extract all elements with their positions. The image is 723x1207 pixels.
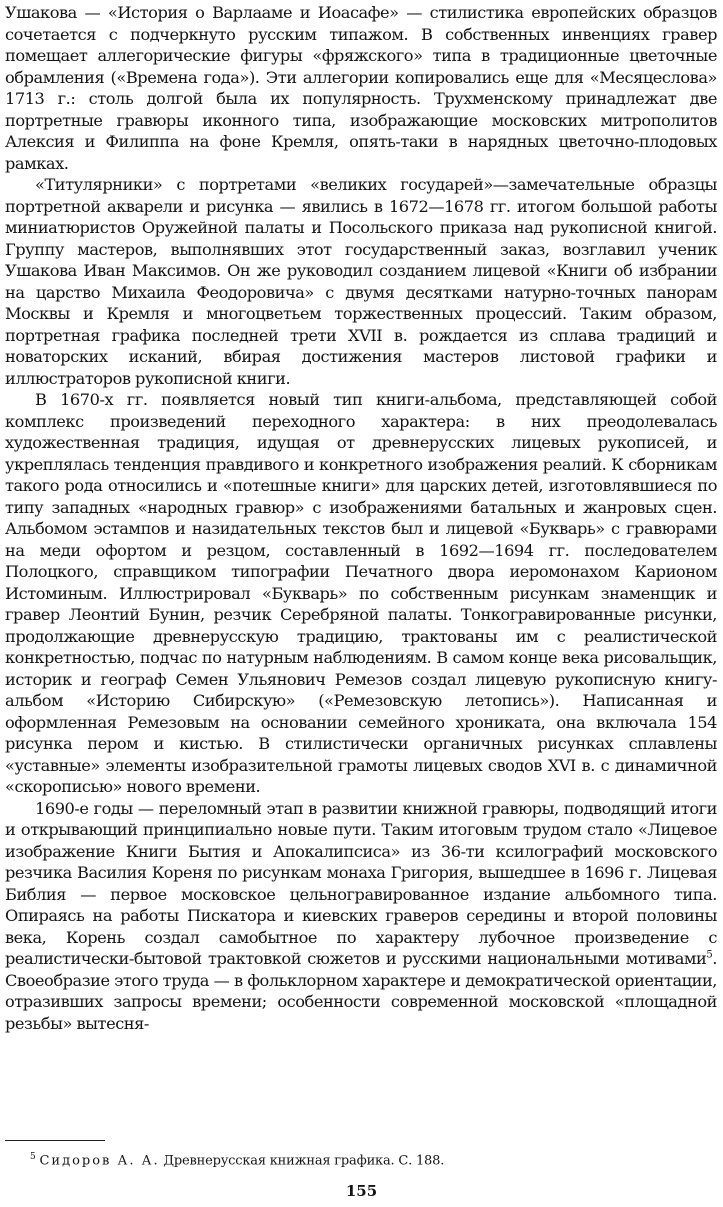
main-text	[5, 2, 717, 1034]
paragraph-4-text: 1690-е годы — переломный этап в развитии книжной гравюры, подводящий итоги и открывающий принципиально новые пути. Таким итоговым трудом стало «Лицевое изображение Книги Бытия и Апокалипсиса» из 36-ти ксилографий московского резчика Василия Кореня по рисункам монаха Григория, вышедшее в 1696 г. Лицевая Библия — первое московское цельногравированное издание альбомного типа. Опираясь на работы Пискатора и киевских граверов середины и второй половины века, Корень создал самобытное по характеру лубочное произведение с реалистически-бытовой трактовкой сюжетов и русскими национальными мотивами	[5, 798, 717, 968]
footnote-author: Сидоров А. А.	[39, 1153, 160, 1169]
footnote-number: 5	[30, 1152, 36, 1162]
page-number: 155	[345, 1182, 378, 1200]
paragraph-3: В 1670-х гг. появляется новый тип книги-альбома, представляющей собой комплекс произведений переходного характера: в них преодолевалась художественная традиция, идущая от древнерусских лицевых рукописей, и укреплялась тенденция правдивого и конкретного изображения реалий. К сборникам такого рода относились и «потешные книги» для царских детей, изготовлявшиеся по типу западных «народных гравюр» с изображениями батальных и жанровых сцен. Альбомом эстампов и назидательных текстов был и лицевой «Букварь» с гравюрами на меди офортом и резцом, составленный в 1692—1694 гг. последователем Полоцкого, справщиком типографии Печатного двора иеромонахом Карионом Истоминым. Иллюстрировал «Букварь» по собственным рисункам знаменщик и гравер Леонтий Бунин, резчик Серебряной палаты. Тонкогравированные рисунки, продолжающие древнерусскую традицию, трактованы им с реалистической конкретностью, подчас по натурным наблюдениям. В самом конце века рисовальщик, историк и географ Семен Ульянович Ремезов создал лицевую рукописную книгу-альбом «Историю Сибирскую» («Ремезовскую летопись»). Написанная и оформленная Ремезовым на основании семейного хрониката, она включала 154 рисунка пером и кистью. В стилистически органичных рисунках сплавлены «уставные» элементы изобразительной грамоты лицевых сводов XVI в. с динамичной «скорописью» нового времени.	[5, 390, 717, 796]
paragraph-4: 1690-е годы — переломный этап в развитии книжной гравюры, подводящий итоги и открывающий принципиально новые пути. Таким итоговым трудом стало «Лицевое изображение Книги Бытия и Апокалипсиса» из 36-ти ксилографий московского резчика Василия Кореня по рисункам монаха Григория, вышедшее в 1696 г. Лицевая Библия — первое московское цельногравированное издание альбомного типа. Опираясь на работы Пискатора и киевских граверов середины и второй половины века, Корень создал самобытное по характеру лубочное произведение с реалистически-бытовой трактовкой сюжетов и русскими национальными мотивами$^5$. Своеобразие этого труда — в фольклорном характере и демократической ориентации, отразивших запросы времени; особенности современной московской «площадной резьбы» вытесня-	[5, 798, 717, 1033]
footnote	[30, 1149, 444, 1169]
footnote-text: Древнерусская книжная графика. С. 188.	[163, 1153, 445, 1169]
paragraph-1: Ушакова — «История о Варлааме и Иоасафе» — стилистика европейских образцов сочетается с подчеркнуто русским типажом. В собственных инвенциях гравер помещает аллегорические фигуры «фряжского» типа в традиционные цветочные обрамления («Времена года»). Эти аллегории копировались еще для «Месяцеслова» 1713 г.: столь долгой была их популярность. Трухменскому принадлежат две портретные гравюры иконного типа, изображающие московских митрополитов Алексия и Филиппа на фоне Кремля, опять-таки в нарядных цветочно-плодовых рамках.	[5, 3, 717, 173]
footnote-reference[interactable]: 5	[706, 949, 713, 961]
footnote-divider	[5, 1140, 105, 1141]
paragraph-4-continuation: Своеобразие этого труда — в фольклорном характере и демократической ориентации, отразивших запросы времени; особенности современной московской «площадной резьбы» вытесня-	[5, 970, 717, 1033]
paragraph-2: «Титулярники» с портретами «великих государей»—замечательные образцы портретной акварели и рисунка — явились в 1672—1678 гг. итогом большой работы миниатюристов Оружейной палаты и Посольского приказа над рукописной книгой. Группу мастеров, выполнявших этот государственный заказ, возглавил ученик Ушакова Иван Максимов. Он же руководил созданием лицевой «Книги об избрании на царство Михаила Феодоровича» с двумя десятками натурно-точных панорам Москвы и Кремля и многоцветьем торжественных процессий. Таким образом, портретная графика последней трети XVII в. рождается из сплава традиций и новаторских исканий, вбирая достижения мастеров листовой графики и иллюстраторов рукописной книги.	[5, 175, 717, 388]
